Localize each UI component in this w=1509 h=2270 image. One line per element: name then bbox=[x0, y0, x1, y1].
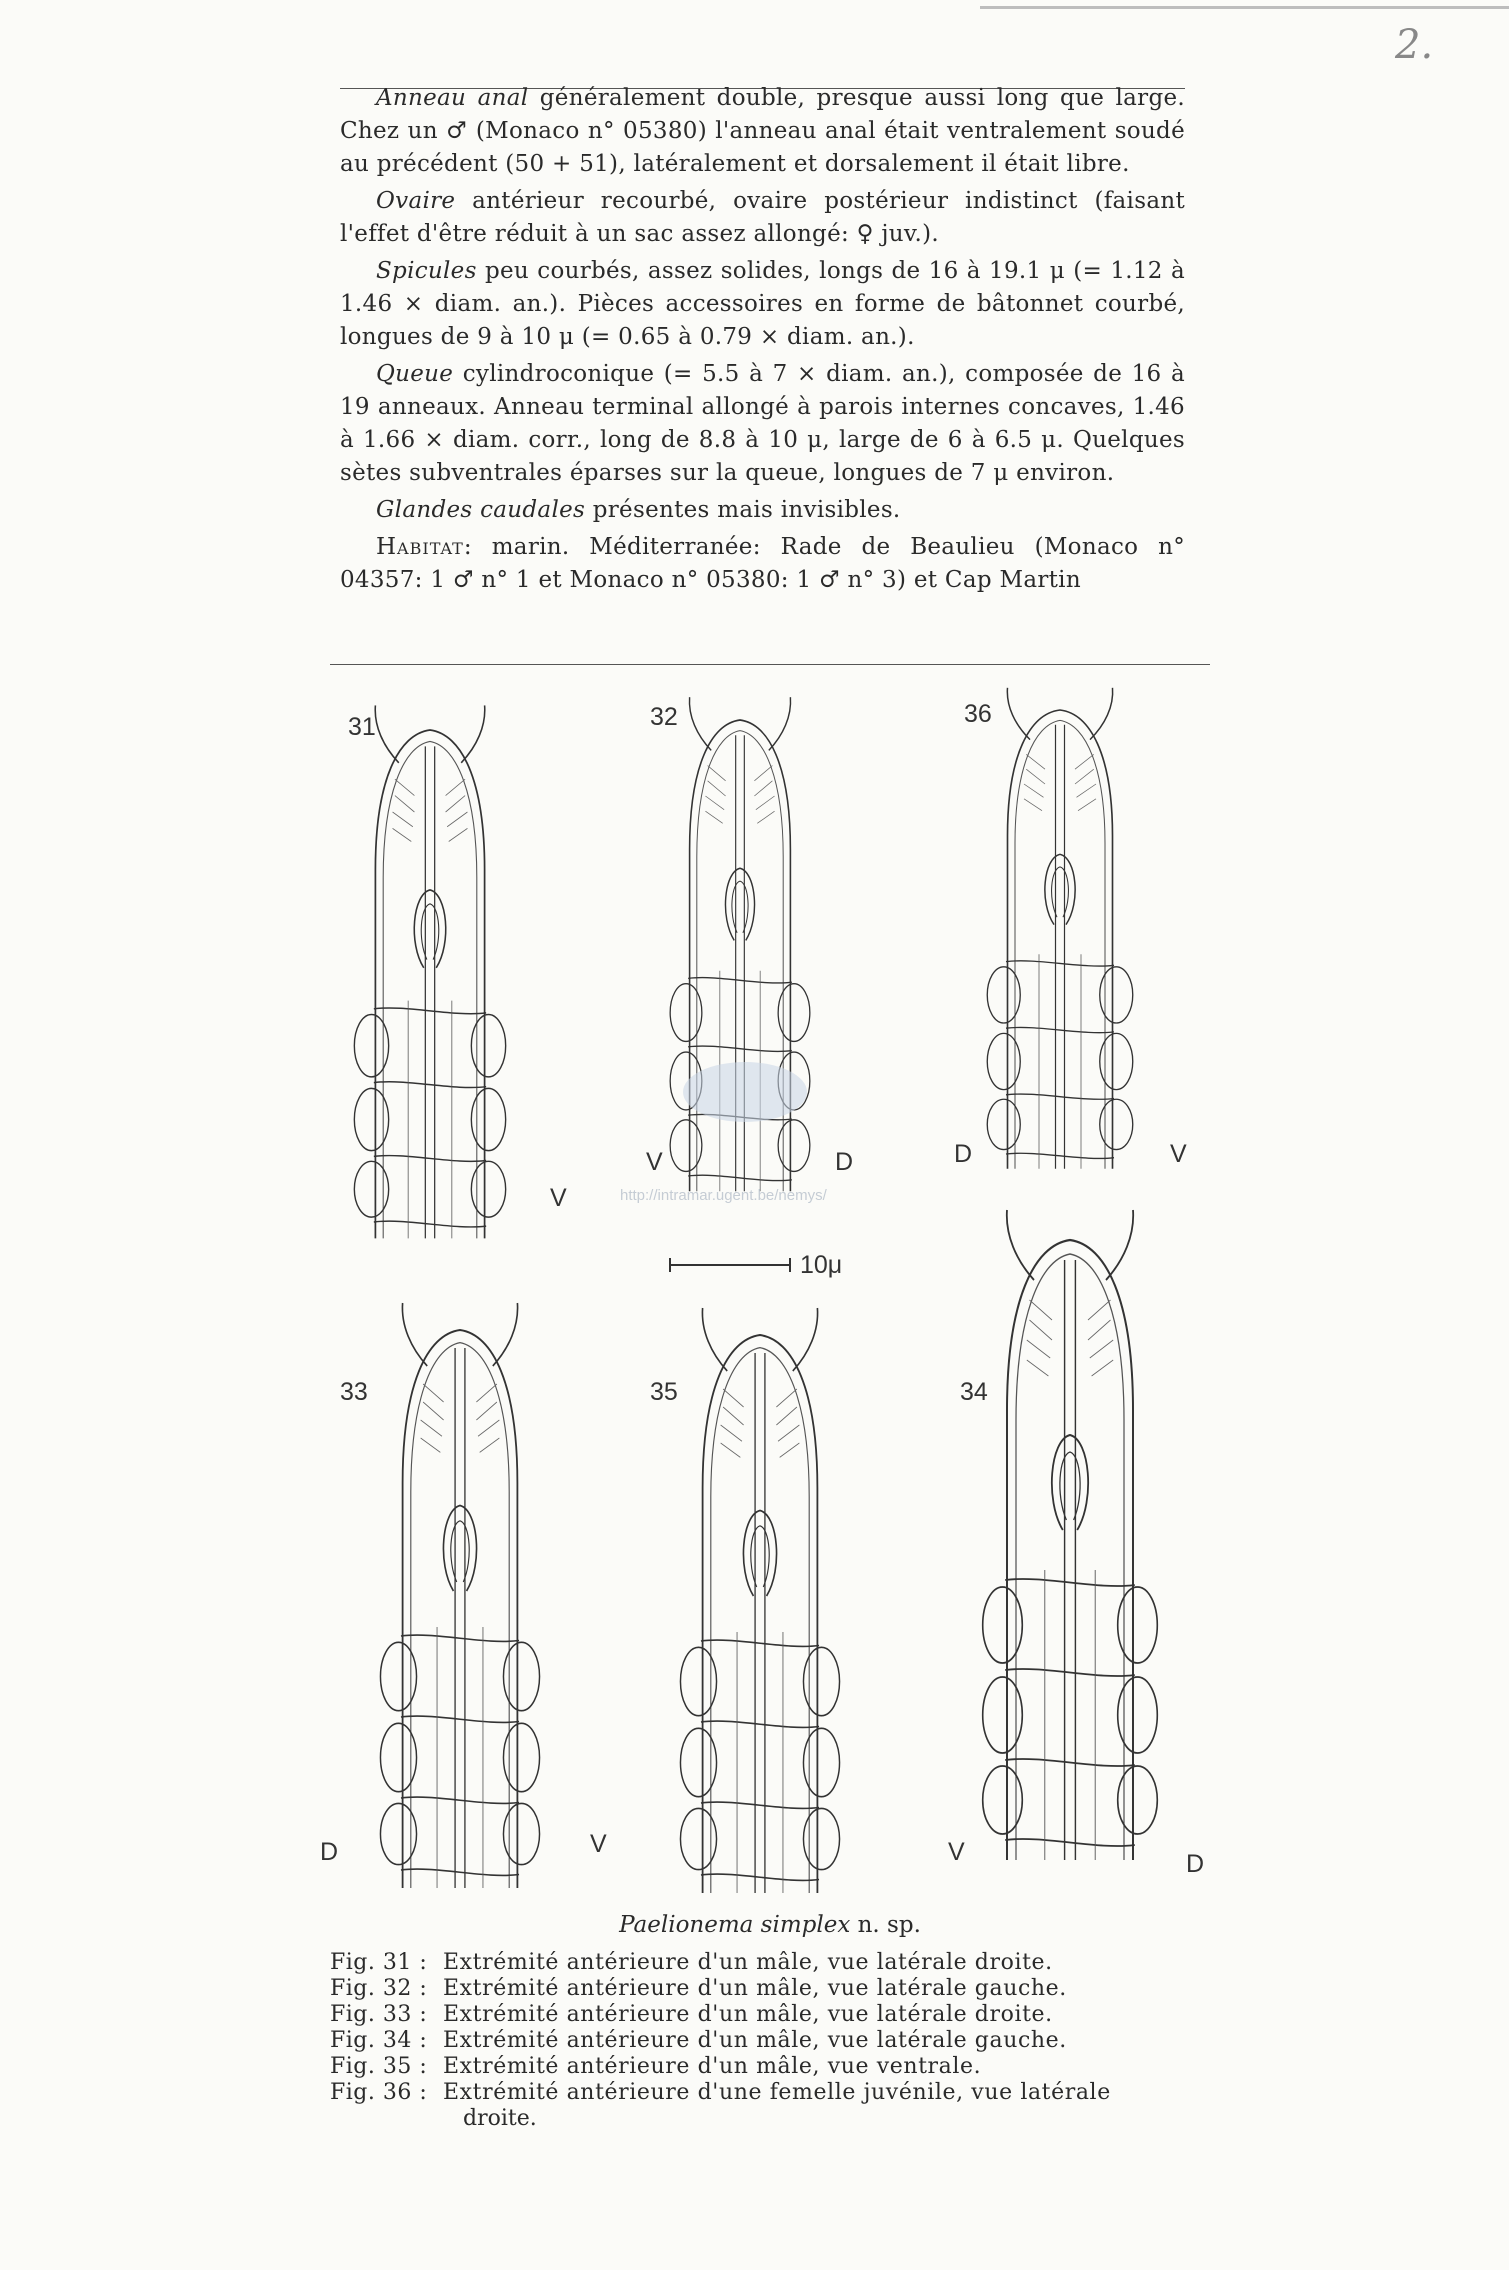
figure-caption bbox=[330, 1912, 1210, 2132]
figure-plate bbox=[300, 680, 1230, 1930]
paragraph-ovaire: Ovaire antérieur recourbé, ovaire postérieur indistinct (faisant l'effet d'être réduit à un sac assez allongé: ♀ juv.). bbox=[340, 188, 1185, 247]
caption-title: Paelionema simplex n. sp. bbox=[619, 1912, 921, 1938]
paragraph-habitat: Habitat: marin. Méditerranée: Rade de Beaulieu (Monaco n° 04357: 1 ♂ n° 1 et Monaco n° 05380: 1 ♂ n° 3) et Cap Martin bbox=[340, 534, 1185, 593]
page-mark: 2. bbox=[1395, 22, 1434, 68]
fig32-left-orientation: V bbox=[646, 1148, 663, 1176]
fig34-left-orientation: V bbox=[948, 1838, 965, 1866]
fig-label-32: 32 bbox=[650, 703, 678, 731]
figure-plate-svg bbox=[300, 680, 1230, 1930]
figure-31 bbox=[348, 705, 567, 1238]
figure-34 bbox=[948, 1210, 1204, 1878]
fig36-right-orientation: V bbox=[1170, 1140, 1187, 1168]
scale-bar bbox=[670, 1251, 842, 1279]
watermark-url: http://intramar.ugent.be/nemys/ bbox=[620, 1187, 827, 1204]
caption-continuation: droite. bbox=[463, 2106, 537, 2131]
fig33-right-orientation: V bbox=[590, 1830, 607, 1858]
fig-label-36: 36 bbox=[964, 700, 992, 728]
fig-label-33: 33 bbox=[340, 1378, 368, 1406]
caption-line-31: Fig. 31 : Extrémité antérieure d'un mâle, vue latérale droite. bbox=[330, 1950, 1053, 1975]
caption-line-36: Fig. 36 : Extrémité antérieure d'une femelle juvénile, vue latérale bbox=[330, 2080, 1111, 2105]
paragraph-anneau-anal: Anneau anal généralement double, presque aussi long que large. Chez un ♂ (Monaco n° 05380) l'anneau anal était ventralement soudé au précédent (50 + 51), latéralement et dorsalement il était libre. bbox=[340, 85, 1186, 177]
fig31-right-orientation: V bbox=[550, 1184, 567, 1212]
paragraph-spicules: Spicules peu courbés, assez solides, longs de 16 à 19.1 μ (= 1.12 à 1.46 × diam. an.). Pièces accessoires en forme de bâtonnet courbé, longues de 9 à 10 μ (= 0.65 à 0.79 × diam. an.). bbox=[340, 258, 1185, 350]
caption-line-32: Fig. 32 : Extrémité antérieure d'un mâle, vue latérale gauche. bbox=[330, 1976, 1067, 2001]
fig34-right-orientation: D bbox=[1186, 1850, 1205, 1878]
paragraph-queue: Queue cylindroconique (= 5.5 à 7 × diam. an.), composée de 16 à 19 anneaux. Anneau terminal allongé à parois internes concaves, 1.46 à 1.66 × diam. corr., long de 8.8 à 10 μ, large de 6 à 6.5 μ. Quelques sètes subventrales éparses sur la queue, longues de 7 μ environ. bbox=[340, 361, 1185, 486]
figure-33 bbox=[320, 1303, 607, 1888]
figure-36 bbox=[954, 688, 1187, 1169]
scale-bar-label: 10μ bbox=[800, 1251, 843, 1279]
caption-line-33: Fig. 33 : Extrémité antérieure d'un mâle, vue latérale droite. bbox=[330, 2002, 1053, 2027]
body-text bbox=[340, 82, 1185, 601]
fig-label-34: 34 bbox=[960, 1378, 988, 1406]
figure-35 bbox=[650, 1308, 840, 1893]
fig32-right-orientation: D bbox=[835, 1148, 854, 1176]
fig36-left-orientation: D bbox=[954, 1140, 973, 1168]
paragraph-glandes: Glandes caudales présentes mais invisibles. bbox=[376, 497, 901, 523]
fig-label-31: 31 bbox=[348, 713, 376, 741]
watermark bbox=[620, 1062, 828, 1204]
fig-label-35: 35 bbox=[650, 1378, 678, 1406]
figure-top-rule bbox=[330, 664, 1210, 665]
caption-line-35: Fig. 35 : Extrémité antérieure d'un mâle, vue ventrale. bbox=[330, 2054, 982, 2079]
fig33-left-orientation: D bbox=[320, 1838, 339, 1866]
caption-line-34: Fig. 34 : Extrémité antérieure d'un mâle, vue latérale gauche. bbox=[330, 2028, 1067, 2053]
top-edge-line bbox=[980, 6, 1509, 9]
